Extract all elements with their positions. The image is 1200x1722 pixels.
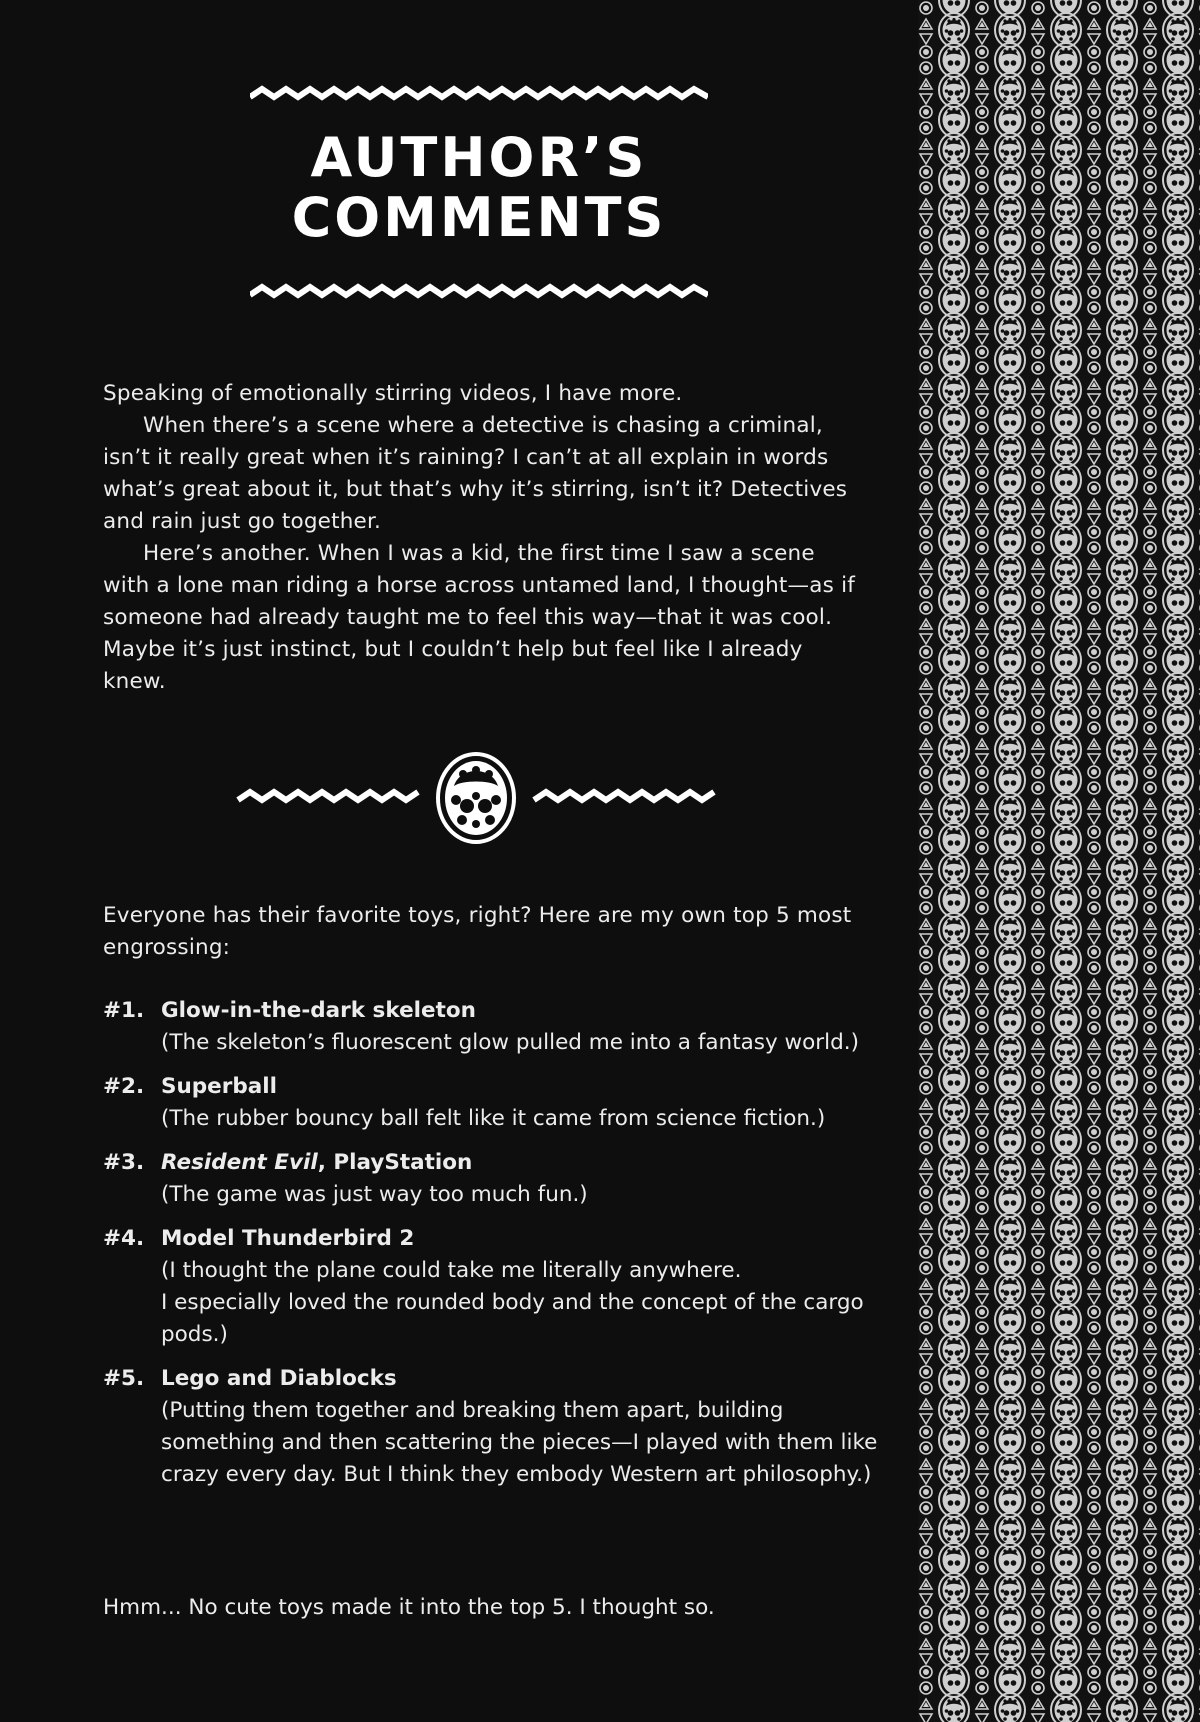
ladybug-emblem-icon — [438, 754, 514, 842]
list-item — [103, 995, 883, 1059]
intro-paragraph-1: Speaking of emotionally stirring videos, I have more. — [103, 381, 683, 406]
intro-paragraph-2: When there’s a scene where a detective is chasing a criminal, isn’t it really great when it’s raining? I can’t at all explain in words what’s great about it, but that’s why it’s stirring, isn’t it? Detectives and rain just go together. — [103, 413, 848, 534]
section-divider — [236, 750, 716, 846]
item-name: Superball — [161, 1074, 278, 1099]
item-description-line-1: (I thought the plane could take me literally anywhere. — [161, 1258, 742, 1283]
closing-remark: Hmm... No cute toys made it into the top 5. I thought so. — [103, 1595, 715, 1620]
list-item — [103, 1071, 883, 1135]
item-number: #3. — [103, 1150, 145, 1175]
list-item — [103, 1363, 883, 1491]
toys-intro — [103, 900, 863, 964]
item-description: (The skeleton’s fluorescent glow pulled me into a fantasy world.) — [161, 1030, 859, 1055]
zigzag-top-ornament — [250, 83, 708, 105]
item-description-line-2: I especially loved the rounded body and the concept of the cargo pods.) — [161, 1290, 864, 1347]
ladybug-pattern-icon — [918, 0, 1200, 1722]
toys-intro-text: Everyone has their favorite toys, right? Here are my own top 5 most engrossing: — [103, 903, 852, 960]
divider-zigzag-left — [238, 792, 418, 800]
item-name — [161, 1147, 883, 1179]
zigzag-bottom-ornament — [250, 281, 708, 303]
item-number: #2. — [103, 1074, 145, 1099]
item-number: #5. — [103, 1366, 145, 1391]
page-title — [200, 128, 758, 248]
divider-zigzag-right — [534, 792, 714, 800]
item-description: (The game was just way too much fun.) — [161, 1182, 588, 1207]
item-name-platform: , PlayStation — [317, 1150, 473, 1175]
intro-paragraph-3: Here’s another. When I was a kid, the first time I saw a scene with a lone man riding a horse across untamed land, I thought—as if someone had already taught me to feel this way—that it was cool. Maybe it’s just instinct, but I couldn’t help but feel like I already knew. — [103, 541, 856, 694]
intro-section — [103, 378, 863, 698]
title-line-1: AUTHOR’S — [310, 126, 648, 189]
item-number: #1. — [103, 998, 145, 1023]
item-description: (The rubber bouncy ball felt like it came from science fiction.) — [161, 1106, 826, 1131]
list-item — [103, 1223, 883, 1351]
list-item — [103, 1147, 883, 1211]
item-name: Lego and Diablocks — [161, 1366, 397, 1391]
toy-list — [103, 995, 883, 1503]
item-number: #4. — [103, 1226, 145, 1251]
decorative-pattern-strip — [918, 0, 1200, 1722]
item-name: Model Thunderbird 2 — [161, 1226, 415, 1251]
title-line-2: COMMENTS — [291, 186, 667, 249]
item-name-game-title: Resident Evil — [161, 1150, 318, 1175]
item-description: (Putting them together and breaking them apart, building something and then scattering the pieces—I played with them like crazy every day. But I think they embody Western art philosophy.) — [161, 1398, 878, 1487]
item-name: Glow-in-the-dark skeleton — [161, 998, 476, 1023]
